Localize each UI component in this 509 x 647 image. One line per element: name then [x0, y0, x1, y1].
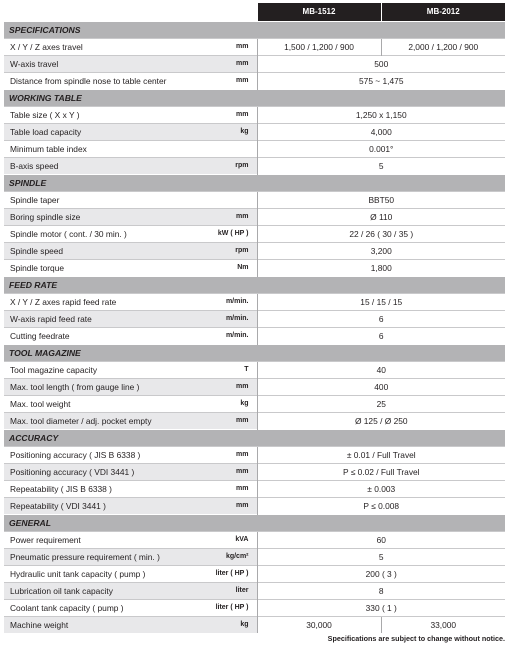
spec-label: Positioning accuracy ( JIS B 6338 ) — [4, 446, 198, 463]
spec-label: Tool magazine capacity — [4, 361, 198, 378]
spec-label: X / Y / Z axes travel — [4, 38, 198, 55]
spec-unit: mm — [198, 497, 257, 514]
spec-row — [4, 599, 505, 616]
spec-label: Spindle speed — [4, 242, 198, 259]
section-title: TOOL MAGAZINE — [4, 344, 505, 361]
spec-row — [4, 548, 505, 565]
spec-unit: mm — [198, 463, 257, 480]
spec-unit: liter ( HP ) — [198, 599, 257, 616]
model-header-mb-2012: MB-2012 — [381, 3, 505, 21]
section-header-accuracy — [4, 429, 505, 446]
spec-value-shared: Ø 125 / Ø 250 — [257, 412, 505, 429]
spec-value-shared: 0.001° — [257, 140, 505, 157]
spec-label: Machine weight — [4, 616, 198, 633]
specification-table-body — [4, 3, 505, 633]
section-header-working-table — [4, 89, 505, 106]
spec-value-shared: 6 — [257, 327, 505, 344]
spec-label: Boring spindle size — [4, 208, 198, 225]
spec-label: Max. tool weight — [4, 395, 198, 412]
spec-unit — [198, 191, 257, 208]
spec-value-shared: 200 ( 3 ) — [257, 565, 505, 582]
spec-row — [4, 157, 505, 174]
spec-label: Coolant tank capacity ( pump ) — [4, 599, 198, 616]
spec-unit: rpm — [198, 157, 257, 174]
spec-row — [4, 38, 505, 55]
spec-value-shared: 22 / 26 ( 30 / 35 ) — [257, 225, 505, 242]
spec-unit: mm — [198, 480, 257, 497]
spec-value-shared: 575 ~ 1,475 — [257, 72, 505, 89]
spec-row — [4, 531, 505, 548]
spec-row — [4, 310, 505, 327]
spec-label: Pneumatic pressure requirement ( min. ) — [4, 548, 198, 565]
spec-value-shared: 5 — [257, 157, 505, 174]
spec-label: Spindle motor ( cont. / 30 min. ) — [4, 225, 198, 242]
spec-label: Hydraulic unit tank capacity ( pump ) — [4, 565, 198, 582]
spec-value-shared: 330 ( 1 ) — [257, 599, 505, 616]
spec-row — [4, 225, 505, 242]
spec-label: Power requirement — [4, 531, 198, 548]
spec-value-shared: ± 0.003 — [257, 480, 505, 497]
spec-row — [4, 72, 505, 89]
spec-row — [4, 497, 505, 514]
spec-row — [4, 582, 505, 599]
spec-label: Positioning accuracy ( VDI 3441 ) — [4, 463, 198, 480]
spec-unit: mm — [198, 208, 257, 225]
spec-row — [4, 259, 505, 276]
spec-value-shared: 8 — [257, 582, 505, 599]
section-header-spindle — [4, 174, 505, 191]
spec-row — [4, 208, 505, 225]
footnote: Specifications are subject to change without notice. — [327, 634, 505, 643]
spec-label: W-axis rapid feed rate — [4, 310, 198, 327]
spec-row — [4, 463, 505, 480]
spec-row — [4, 106, 505, 123]
section-header-tool-magazine — [4, 344, 505, 361]
section-title: SPINDLE — [4, 174, 505, 191]
spec-unit: kg — [198, 123, 257, 140]
spec-label: X / Y / Z axes rapid feed rate — [4, 293, 198, 310]
spec-unit: liter ( HP ) — [198, 565, 257, 582]
spec-label: Cutting feedrate — [4, 327, 198, 344]
spec-unit: liter — [198, 582, 257, 599]
spec-row — [4, 140, 505, 157]
spec-row — [4, 242, 505, 259]
spec-unit: kg/cm² — [198, 548, 257, 565]
spec-label: Distance from spindle nose to table center — [4, 72, 198, 89]
spec-unit: mm — [198, 446, 257, 463]
spec-label: Repeatability ( JIS B 6338 ) — [4, 480, 198, 497]
spec-label: Table load capacity — [4, 123, 198, 140]
spec-label: Lubrication oil tank capacity — [4, 582, 198, 599]
spec-unit: mm — [198, 378, 257, 395]
spec-unit: mm — [198, 106, 257, 123]
spec-value-mb-1512: 1,500 / 1,200 / 900 — [257, 38, 381, 55]
spec-row — [4, 123, 505, 140]
spec-value-mb-2012: 2,000 / 1,200 / 900 — [381, 38, 505, 55]
spec-unit — [198, 140, 257, 157]
spec-row — [4, 327, 505, 344]
spec-label: Repeatability ( VDI 3441 ) — [4, 497, 198, 514]
spec-unit: mm — [198, 412, 257, 429]
spec-row — [4, 191, 505, 208]
spec-row — [4, 293, 505, 310]
spec-row — [4, 616, 505, 633]
spec-value-mb-2012: 33,000 — [381, 616, 505, 633]
spec-unit: T — [198, 361, 257, 378]
spec-row — [4, 378, 505, 395]
spec-unit: kVA — [198, 531, 257, 548]
spec-value-shared: ± 0.01 / Full Travel — [257, 446, 505, 463]
spec-unit: Nm — [198, 259, 257, 276]
spec-label: Max. tool length ( from gauge line ) — [4, 378, 198, 395]
spec-row — [4, 412, 505, 429]
spec-value-shared: BBT50 — [257, 191, 505, 208]
spec-value-shared: 6 — [257, 310, 505, 327]
spec-value-shared: 15 / 15 / 15 — [257, 293, 505, 310]
spec-value-shared: 500 — [257, 55, 505, 72]
spec-value-shared: 400 — [257, 378, 505, 395]
spec-value-shared: 5 — [257, 548, 505, 565]
spec-value-shared: 1,800 — [257, 259, 505, 276]
specification-table — [4, 3, 505, 633]
spec-value-shared: P ≤ 0.008 — [257, 497, 505, 514]
spec-unit: m/min. — [198, 327, 257, 344]
spec-value-shared: 40 — [257, 361, 505, 378]
spec-value-shared: 3,200 — [257, 242, 505, 259]
section-title: SPECIFICATIONS — [4, 21, 505, 38]
spec-row — [4, 361, 505, 378]
model-header-row — [4, 3, 505, 21]
spec-unit: kW ( HP ) — [198, 225, 257, 242]
spec-unit: kg — [198, 616, 257, 633]
spec-value-shared: 25 — [257, 395, 505, 412]
spec-unit: mm — [198, 72, 257, 89]
spec-unit: rpm — [198, 242, 257, 259]
spec-value-shared: 4,000 — [257, 123, 505, 140]
spec-unit: m/min. — [198, 310, 257, 327]
spec-value-mb-1512: 30,000 — [257, 616, 381, 633]
spec-row — [4, 55, 505, 72]
spec-value-shared: P ≤ 0.02 / Full Travel — [257, 463, 505, 480]
spec-label: B-axis speed — [4, 157, 198, 174]
spec-value-shared: 1,250 x 1,150 — [257, 106, 505, 123]
spec-value-shared: 60 — [257, 531, 505, 548]
spec-row — [4, 446, 505, 463]
spec-unit: m/min. — [198, 293, 257, 310]
section-header-general — [4, 514, 505, 531]
section-header-specifications — [4, 21, 505, 38]
spec-label: Table size ( X x Y ) — [4, 106, 198, 123]
spec-label: Minimum table index — [4, 140, 198, 157]
section-title: WORKING TABLE — [4, 89, 505, 106]
spec-label: Spindle torque — [4, 259, 198, 276]
section-header-feed-rate — [4, 276, 505, 293]
spec-row — [4, 480, 505, 497]
spec-unit: kg — [198, 395, 257, 412]
spec-unit: mm — [198, 55, 257, 72]
spec-unit: mm — [198, 38, 257, 55]
model-header-mb-1512: MB-1512 — [257, 3, 381, 21]
section-title: GENERAL — [4, 514, 505, 531]
section-title: ACCURACY — [4, 429, 505, 446]
spec-row — [4, 395, 505, 412]
model-header-spacer — [4, 3, 257, 21]
spec-label: W-axis travel — [4, 55, 198, 72]
section-title: FEED RATE — [4, 276, 505, 293]
spec-row — [4, 565, 505, 582]
spec-label: Spindle taper — [4, 191, 198, 208]
spec-value-shared: Ø 110 — [257, 208, 505, 225]
spec-label: Max. tool diameter / adj. pocket empty — [4, 412, 198, 429]
